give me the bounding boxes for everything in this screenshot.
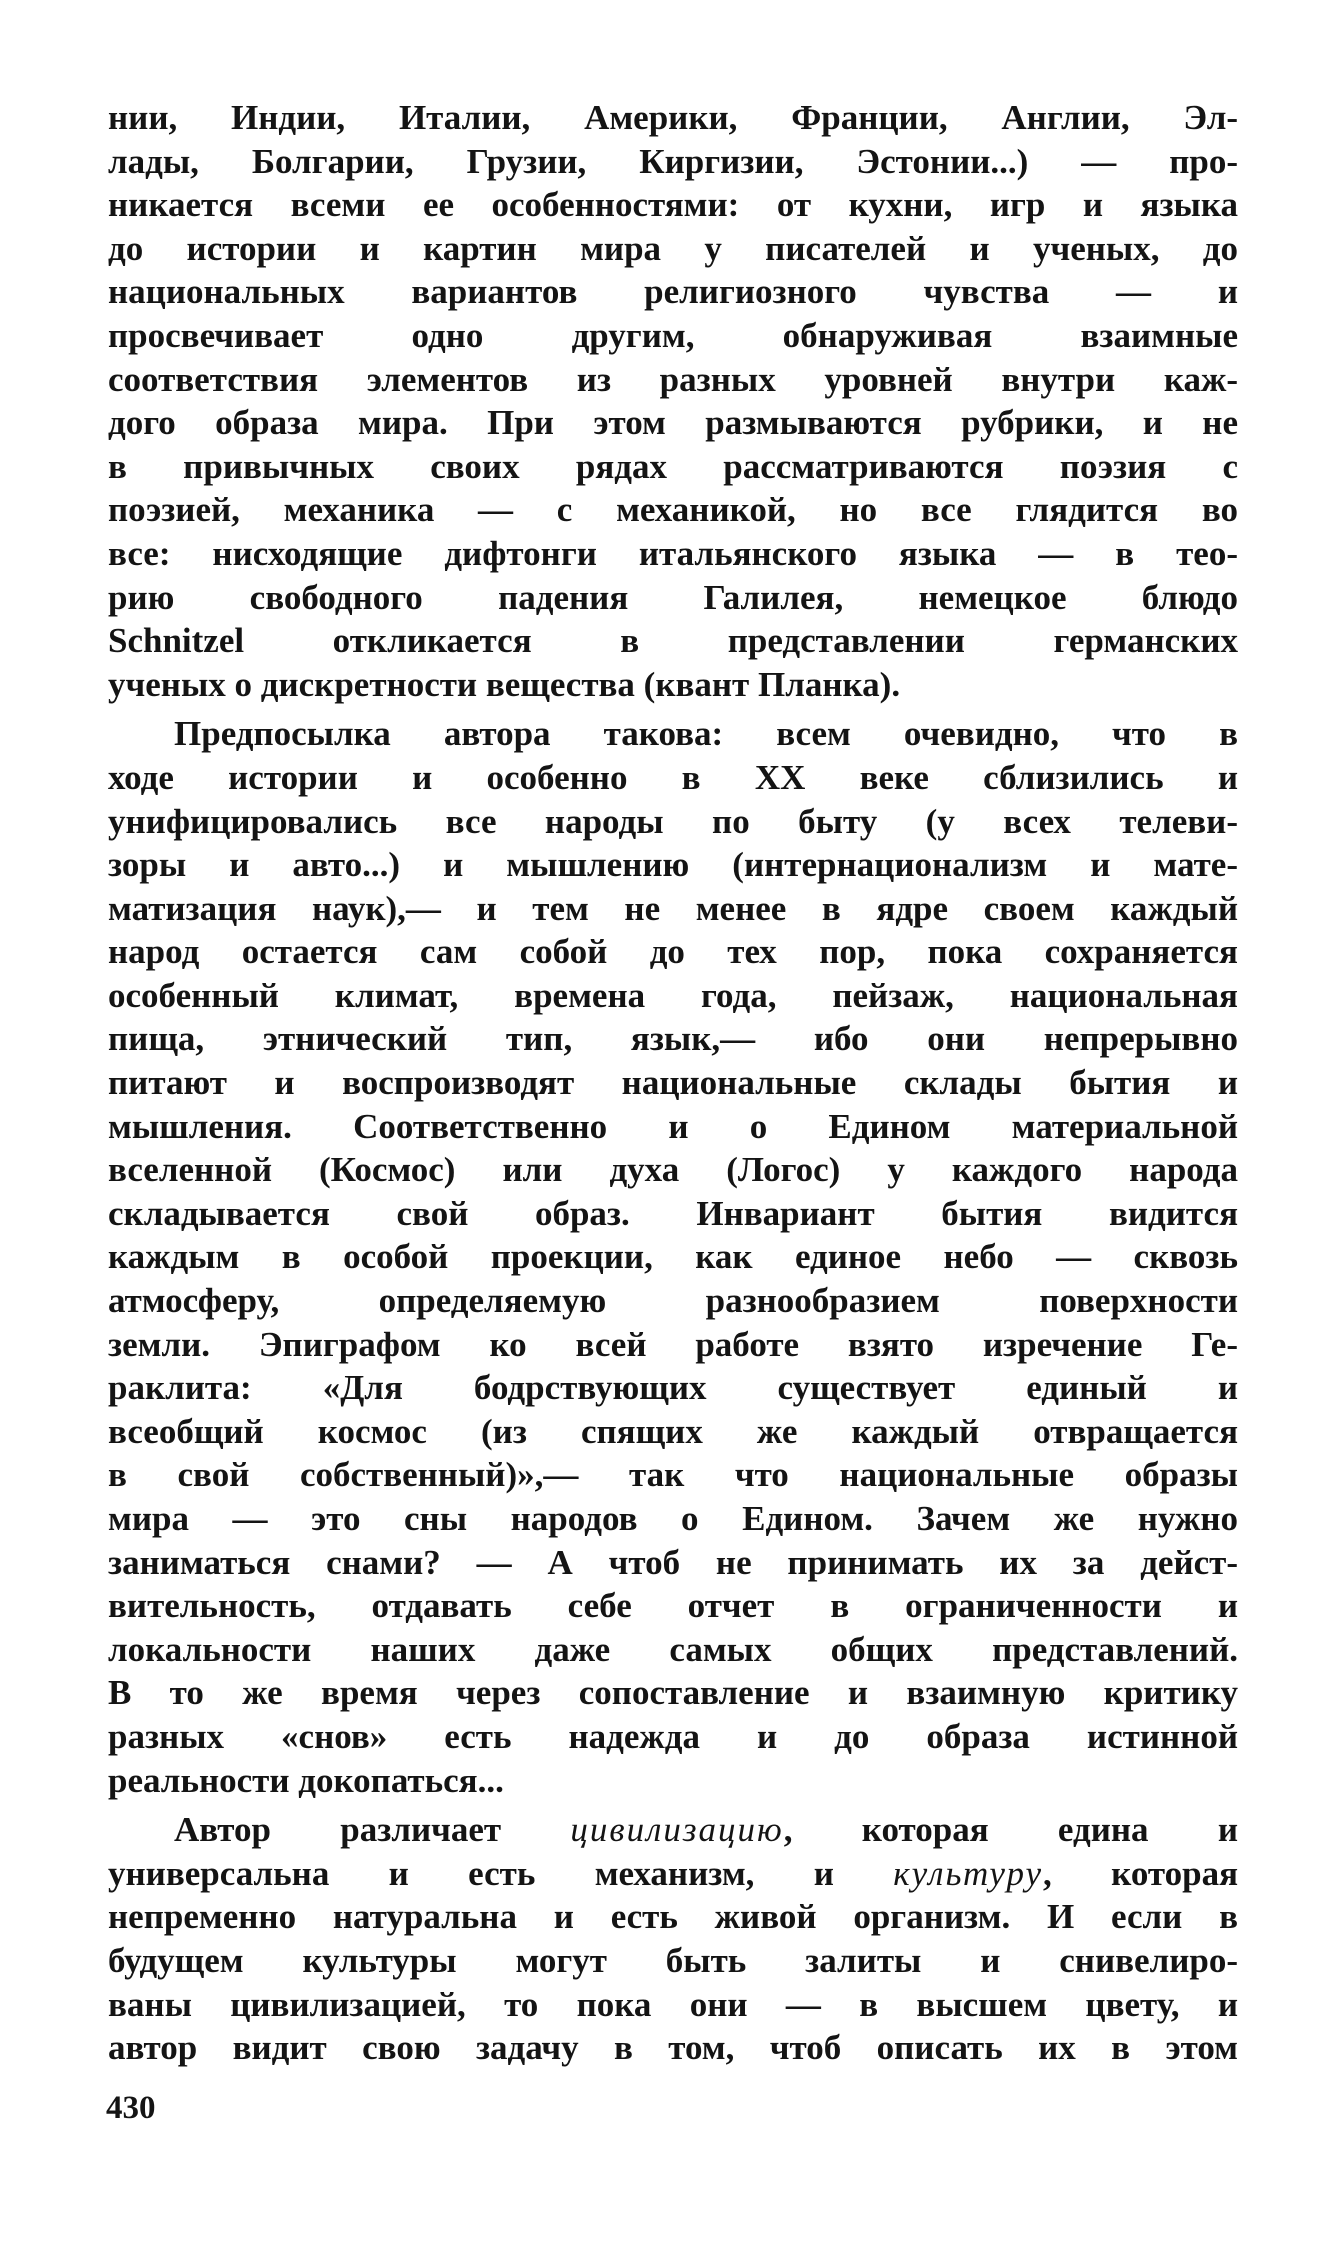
paragraph xyxy=(108,96,1238,706)
text-line xyxy=(108,1323,1238,1367)
text-segment: универсальна и есть механизм, и xyxy=(108,1853,894,1893)
text-segment: непременно натуральна и есть живой организм. И если в xyxy=(108,1897,1238,1937)
text-segment: мышления. Соответственно и о Едином материальной xyxy=(108,1106,1238,1146)
text-segment: в привычных своих рядах рассматриваются поэзия с xyxy=(108,446,1238,486)
text-line xyxy=(108,1584,1238,1628)
text-segment: особенный климат, времена года, пейзаж, национальная xyxy=(108,975,1238,1015)
text-segment: вселенной (Космос) или духа (Логос) у каждого народа xyxy=(108,1150,1238,1190)
text-segment: просвечивает одно другим, обнаруживая взаимные xyxy=(108,315,1238,355)
text-segment: , которая едина и xyxy=(783,1810,1238,1850)
text-line xyxy=(108,1017,1238,1061)
text-line xyxy=(108,974,1238,1018)
text-line xyxy=(108,1366,1238,1410)
text-line xyxy=(108,1453,1238,1497)
emphasized-term: цивилизацию xyxy=(570,1810,784,1850)
text-segment: рию свободного падения Галилея, немецкое блюдо xyxy=(108,577,1238,617)
text-line xyxy=(108,800,1238,844)
text-segment: В то же время через сопоставление и взаимную критику xyxy=(108,1673,1238,1713)
emphasized-term: культуру xyxy=(893,1853,1044,1893)
text-line xyxy=(108,227,1238,271)
text-segment: соответствия элементов из разных уровней внутри каж- xyxy=(108,359,1238,399)
text-segment: дого образа мира. При этом размываются рубрики, и не xyxy=(108,403,1238,443)
text-line xyxy=(108,2026,1238,2070)
text-line xyxy=(108,358,1238,402)
text-line xyxy=(108,314,1238,358)
text-line xyxy=(108,843,1238,887)
text-segment: ходе истории и особенно в XX веке сблизились и xyxy=(108,757,1238,797)
text-segment: вительность, отдавать себе отчет в ограниченности и xyxy=(108,1586,1238,1626)
text-line xyxy=(108,1235,1238,1279)
text-line xyxy=(108,1105,1238,1149)
text-segment: будущем культуры могут быть залиты и снивелиро- xyxy=(108,1940,1238,1980)
text-line xyxy=(108,1192,1238,1236)
text-segment: зоры и авто...) и мышлению (интернационализм и мате- xyxy=(108,845,1238,885)
text-line xyxy=(108,1061,1238,1105)
text-segment: все: нисходящие дифтонги итальянского языка — в тео- xyxy=(108,533,1238,573)
text-segment: национальных вариантов религиозного чувства — и xyxy=(108,272,1238,312)
text-line xyxy=(108,712,1238,756)
text-line xyxy=(108,1541,1238,1585)
text-line xyxy=(108,401,1238,445)
text-segment: ученых о дискретности вещества (квант Планка). xyxy=(108,664,901,704)
text-line xyxy=(108,1671,1238,1715)
text-segment: ваны цивилизацией, то пока они — в высшем цвету, и xyxy=(108,1984,1238,2024)
text-line xyxy=(108,532,1238,576)
page-text xyxy=(108,96,1238,2070)
text-segment: Schnitzel откликается в представлении германских xyxy=(108,621,1238,661)
text-line xyxy=(108,140,1238,184)
text-line xyxy=(108,1410,1238,1454)
text-segment: земли. Эпиграфом ко всей работе взято изречение Ге- xyxy=(108,1324,1238,1364)
text-line xyxy=(108,1628,1238,1672)
paragraph xyxy=(108,1808,1238,2070)
text-segment: Предпосылка автора такова: всем очевидно, что в xyxy=(174,714,1238,754)
text-line xyxy=(108,183,1238,227)
text-segment: заниматься снами? — А чтоб не принимать их за дейст- xyxy=(108,1542,1238,1582)
text-segment: нии, Индии, Италии, Америки, Франции, Англии, Эл- xyxy=(108,98,1238,137)
text-line xyxy=(108,1983,1238,2027)
text-line xyxy=(108,1715,1238,1759)
text-line xyxy=(108,96,1238,140)
paragraph xyxy=(108,712,1238,1802)
text-segment: , которая xyxy=(1043,1853,1238,1893)
text-line xyxy=(108,1148,1238,1192)
text-line xyxy=(108,619,1238,663)
text-segment: лады, Болгарии, Грузии, Киргизии, Эстонии...) — про- xyxy=(108,141,1238,181)
text-segment: в свой собственный)»,— так что национальные образы xyxy=(108,1455,1238,1495)
text-segment: до истории и картин мира у писателей и ученых, до xyxy=(108,228,1238,268)
text-line xyxy=(108,1939,1238,1983)
text-segment: мира — это сны народов о Едином. Зачем же нужно xyxy=(108,1499,1238,1538)
text-segment: раклита: «Для бодрствующих существует единый и xyxy=(108,1368,1238,1408)
text-segment: автор видит свою задачу в том, чтоб описать их в этом xyxy=(108,2028,1238,2068)
text-line xyxy=(108,1759,1238,1803)
text-line xyxy=(108,270,1238,314)
text-line xyxy=(108,756,1238,800)
text-segment: матизация наук),— и тем не менее в ядре своем каждый xyxy=(108,888,1238,928)
text-line xyxy=(108,1497,1238,1541)
text-segment: реальности докопаться... xyxy=(108,1760,504,1800)
text-segment: народ остается сам собой до тех пор, пока сохраняется xyxy=(108,932,1238,972)
text-segment: Автор различает xyxy=(174,1810,571,1850)
text-segment: атмосферу, определяемую разнообразием поверхности xyxy=(108,1281,1238,1321)
text-line xyxy=(108,445,1238,489)
text-segment: никается всеми ее особенностями: от кухни, игр и языка xyxy=(108,185,1238,225)
text-segment: разных «снов» есть надежда и до образа истинной xyxy=(108,1716,1238,1756)
text-line xyxy=(108,576,1238,620)
text-segment: складывается свой образ. Инвариант бытия видится xyxy=(108,1193,1238,1233)
text-line xyxy=(108,930,1238,974)
text-segment: пища, этнический тип, язык,— ибо они непрерывно xyxy=(108,1019,1238,1059)
text-segment: питают и воспроизводят национальные склады бытия и xyxy=(108,1063,1238,1103)
text-line xyxy=(108,1852,1238,1896)
text-line xyxy=(108,663,1238,707)
text-segment: поэзией, механика — с механикой, но все глядится во xyxy=(108,490,1238,530)
text-segment: каждым в особой проекции, как единое небо — сквозь xyxy=(108,1237,1238,1277)
text-line xyxy=(108,1895,1238,1939)
page-number: 430 xyxy=(106,2090,156,2126)
text-line xyxy=(108,1279,1238,1323)
text-line xyxy=(108,488,1238,532)
text-line xyxy=(108,1808,1238,1852)
text-segment: всеобщий космос (из спящих же каждый отвращается xyxy=(108,1411,1238,1451)
text-segment: унифицировались все народы по быту (у всех телеви- xyxy=(108,801,1238,841)
text-segment: локальности наших даже самых общих представлений. xyxy=(108,1629,1238,1669)
text-line xyxy=(108,887,1238,931)
